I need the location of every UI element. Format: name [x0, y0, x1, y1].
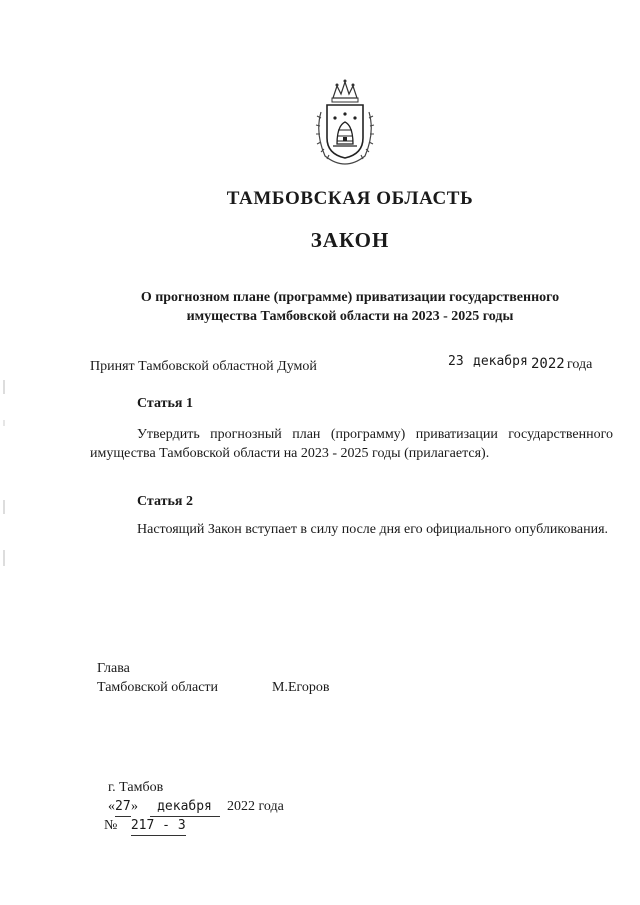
signatory-name: М.Егоров — [272, 680, 330, 695]
article-2-title: Статья 2 — [137, 494, 193, 509]
article-1-text: Утвердить прогнозный план (программу) приватизации государственного имущества Тамбовской области на 2023 - 2025 годы (прилагается). — [90, 427, 613, 461]
adoption-day: 23 — [448, 354, 464, 369]
subject-line-2: имущества Тамбовской области на 2023 - 2025 годы — [186, 309, 514, 324]
signatory-position-line-2: Тамбовской области — [97, 680, 219, 695]
signing-day: 27 — [115, 797, 131, 817]
adoption-text: Принят Тамбовской областной Думой — [90, 359, 317, 374]
signatory-position-line-1: Глава — [97, 661, 130, 676]
article-1-title: Статья 1 — [137, 396, 193, 411]
law-subject-title — [90, 288, 610, 326]
signing-date — [108, 797, 284, 816]
adoption-month: декабря — [473, 354, 528, 369]
subject-line-1: О прогнозном плане (программе) приватизации государственного — [140, 290, 560, 305]
signing-month: декабря — [150, 797, 220, 817]
law-number-line — [104, 816, 284, 835]
document-type-heading: ЗАКОН — [310, 228, 390, 252]
date-quote-open: « — [108, 799, 115, 814]
signature-block — [97, 659, 330, 697]
signing-year: 2022 года — [227, 799, 284, 814]
scan-margin-marks — [2, 380, 6, 570]
signatory-row — [97, 678, 330, 697]
number-label: № — [104, 818, 118, 833]
law-number: 217 - З — [131, 816, 186, 836]
signing-details — [104, 778, 284, 835]
date-quote-close: » — [131, 799, 138, 814]
signing-city: г. Тамбов — [108, 780, 164, 795]
region-heading: ТАМБОВСКАЯ ОБЛАСТЬ — [226, 188, 474, 209]
adoption-year-suffix: года — [567, 357, 593, 372]
adoption-year: 2022 — [531, 356, 565, 372]
article-2-text: Настоящий Закон вступает в силу после дня его официального опубликования. — [137, 522, 609, 537]
coat-of-arms-emblem — [313, 78, 377, 168]
